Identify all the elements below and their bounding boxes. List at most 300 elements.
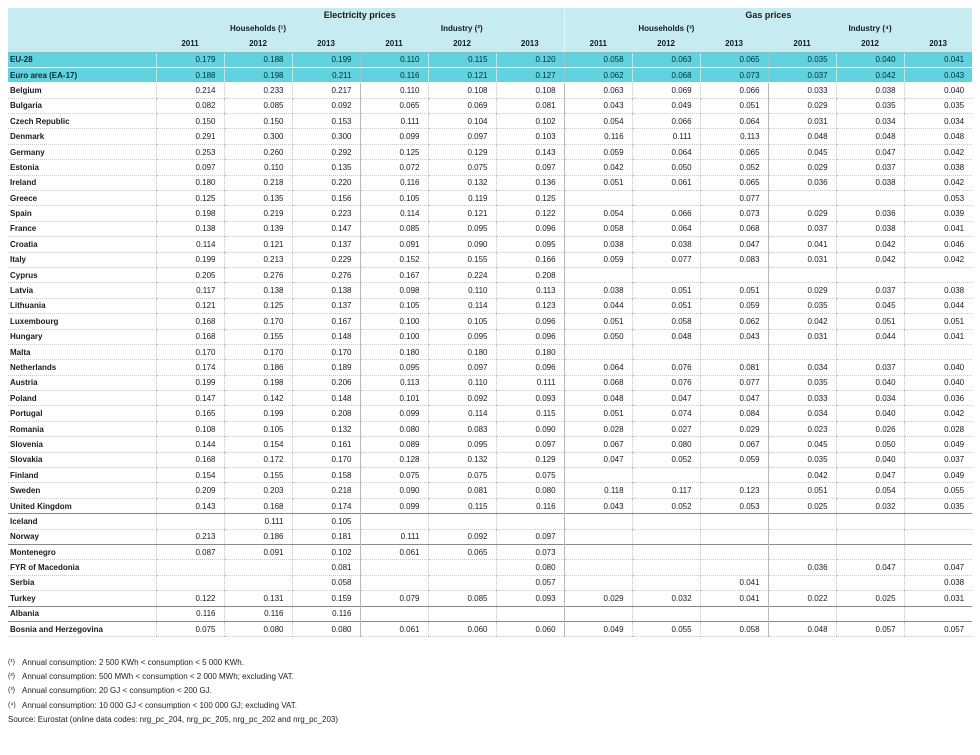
price-cell: 0.051 bbox=[700, 98, 768, 113]
price-cell: 0.156 bbox=[292, 191, 360, 206]
price-cell bbox=[632, 575, 700, 590]
price-cell: 0.080 bbox=[224, 621, 292, 636]
price-cell: 0.049 bbox=[904, 437, 972, 452]
price-cell bbox=[700, 514, 768, 529]
price-cell: 0.199 bbox=[156, 375, 224, 390]
price-cell bbox=[700, 545, 768, 560]
price-cell: 0.058 bbox=[292, 575, 360, 590]
price-cell: 0.114 bbox=[156, 237, 224, 252]
table-row bbox=[8, 437, 972, 452]
price-cell: 0.155 bbox=[224, 468, 292, 483]
price-cell: 0.181 bbox=[292, 529, 360, 544]
price-cell: 0.042 bbox=[904, 406, 972, 421]
price-cell: 0.108 bbox=[496, 83, 564, 98]
price-cell: 0.042 bbox=[904, 175, 972, 190]
table-row bbox=[8, 267, 972, 282]
price-cell bbox=[564, 514, 632, 529]
price-cell: 0.033 bbox=[768, 83, 836, 98]
price-cell: 0.168 bbox=[156, 314, 224, 329]
price-cell: 0.041 bbox=[904, 221, 972, 236]
price-cell: 0.064 bbox=[632, 221, 700, 236]
price-cell: 0.097 bbox=[156, 160, 224, 175]
price-cell: 0.040 bbox=[836, 52, 904, 67]
price-cell: 0.143 bbox=[496, 144, 564, 159]
price-cell bbox=[428, 606, 496, 621]
table-row bbox=[8, 529, 972, 544]
price-cell: 0.113 bbox=[700, 129, 768, 144]
price-cell: 0.061 bbox=[632, 175, 700, 190]
price-cell: 0.035 bbox=[904, 498, 972, 513]
gas-prices-heading: Gas prices bbox=[564, 8, 972, 22]
footnote-text: Annual consumption: 20 GJ < consumption < 200 GJ. bbox=[22, 686, 212, 696]
price-cell: 0.068 bbox=[700, 221, 768, 236]
price-cell: 0.052 bbox=[632, 452, 700, 467]
price-cell bbox=[564, 545, 632, 560]
price-cell: 0.031 bbox=[768, 252, 836, 267]
price-cell: 0.042 bbox=[904, 252, 972, 267]
year-header: 2013 bbox=[496, 36, 564, 52]
price-cell: 0.125 bbox=[156, 191, 224, 206]
country-name: Albania bbox=[8, 606, 156, 621]
price-cell: 0.037 bbox=[836, 360, 904, 375]
price-cell: 0.148 bbox=[292, 329, 360, 344]
price-cell: 0.137 bbox=[292, 298, 360, 313]
price-cell bbox=[564, 529, 632, 544]
price-cell: 0.119 bbox=[428, 191, 496, 206]
price-cell: 0.099 bbox=[360, 498, 428, 513]
year-header: 2012 bbox=[836, 36, 904, 52]
price-cell: 0.079 bbox=[360, 591, 428, 606]
price-cell: 0.154 bbox=[156, 468, 224, 483]
price-cell: 0.034 bbox=[836, 114, 904, 129]
price-cell: 0.132 bbox=[428, 452, 496, 467]
price-cell bbox=[768, 191, 836, 206]
price-cell: 0.189 bbox=[292, 360, 360, 375]
price-cell: 0.224 bbox=[428, 267, 496, 282]
footnote-mark: (³) bbox=[8, 687, 15, 695]
price-cell: 0.066 bbox=[700, 83, 768, 98]
country-name: Portugal bbox=[8, 406, 156, 421]
price-cell: 0.150 bbox=[224, 114, 292, 129]
price-cell: 0.067 bbox=[700, 437, 768, 452]
price-cell: 0.170 bbox=[292, 344, 360, 359]
price-cell bbox=[768, 267, 836, 282]
price-cell: 0.050 bbox=[632, 160, 700, 175]
price-cell: 0.180 bbox=[496, 344, 564, 359]
price-cell: 0.067 bbox=[564, 437, 632, 452]
price-cell: 0.300 bbox=[224, 129, 292, 144]
price-cell: 0.048 bbox=[768, 621, 836, 636]
price-cell bbox=[836, 514, 904, 529]
price-cell: 0.095 bbox=[428, 221, 496, 236]
price-cell: 0.125 bbox=[496, 191, 564, 206]
price-cell: 0.116 bbox=[564, 129, 632, 144]
price-cell: 0.065 bbox=[700, 52, 768, 67]
price-cell: 0.170 bbox=[156, 344, 224, 359]
price-cell: 0.219 bbox=[224, 206, 292, 221]
price-table-panel bbox=[8, 8, 972, 637]
price-cell: 0.111 bbox=[360, 529, 428, 544]
price-cell: 0.053 bbox=[700, 498, 768, 513]
aggregate-row bbox=[8, 67, 972, 82]
price-cell: 0.041 bbox=[768, 237, 836, 252]
price-cell: 0.081 bbox=[428, 483, 496, 498]
country-name: Estonia bbox=[8, 160, 156, 175]
country-name: Latvia bbox=[8, 283, 156, 298]
price-cell bbox=[428, 514, 496, 529]
price-cell: 0.038 bbox=[904, 283, 972, 298]
price-cell: 0.091 bbox=[224, 545, 292, 560]
country-name: Belgium bbox=[8, 83, 156, 98]
price-cell: 0.110 bbox=[360, 52, 428, 67]
price-cell: 0.077 bbox=[700, 375, 768, 390]
country-name: Norway bbox=[8, 529, 156, 544]
price-cell: 0.074 bbox=[632, 406, 700, 421]
price-cell: 0.037 bbox=[836, 160, 904, 175]
table-body bbox=[8, 52, 972, 637]
price-cell: 0.029 bbox=[700, 421, 768, 436]
source-line: Source: Eurostat (online data codes: nrg_pc_204, nrg_pc_205, nrg_pc_202 and nrg_pc_203) bbox=[8, 714, 339, 724]
table-row bbox=[8, 606, 972, 621]
table-row bbox=[8, 83, 972, 98]
price-cell bbox=[632, 344, 700, 359]
price-cell: 0.036 bbox=[836, 206, 904, 221]
price-cell: 0.023 bbox=[768, 421, 836, 436]
price-cell: 0.121 bbox=[224, 237, 292, 252]
country-name: Cyprus bbox=[8, 267, 156, 282]
price-cell: 0.031 bbox=[768, 329, 836, 344]
price-cell: 0.054 bbox=[564, 206, 632, 221]
price-cell: 0.025 bbox=[836, 591, 904, 606]
price-cell: 0.043 bbox=[700, 329, 768, 344]
price-cell: 0.114 bbox=[428, 406, 496, 421]
price-cell: 0.085 bbox=[360, 221, 428, 236]
country-name: Italy bbox=[8, 252, 156, 267]
price-cell bbox=[836, 344, 904, 359]
price-cell bbox=[632, 529, 700, 544]
price-cell: 0.179 bbox=[156, 52, 224, 67]
price-cell: 0.035 bbox=[904, 98, 972, 113]
price-cell: 0.044 bbox=[564, 298, 632, 313]
price-cell: 0.037 bbox=[904, 452, 972, 467]
price-cell: 0.038 bbox=[904, 160, 972, 175]
price-cell: 0.038 bbox=[836, 221, 904, 236]
price-cell: 0.260 bbox=[224, 144, 292, 159]
table-row bbox=[8, 575, 972, 590]
price-cell bbox=[700, 468, 768, 483]
price-cell: 0.062 bbox=[700, 314, 768, 329]
table-row bbox=[8, 514, 972, 529]
price-cell: 0.129 bbox=[428, 144, 496, 159]
price-cell: 0.092 bbox=[428, 391, 496, 406]
price-cell: 0.154 bbox=[224, 437, 292, 452]
price-cell: 0.058 bbox=[632, 314, 700, 329]
price-cell: 0.040 bbox=[836, 406, 904, 421]
table-row bbox=[8, 298, 972, 313]
price-cell: 0.045 bbox=[836, 298, 904, 313]
price-cell bbox=[836, 267, 904, 282]
price-cell: 0.060 bbox=[496, 621, 564, 636]
price-cell: 0.093 bbox=[496, 391, 564, 406]
price-cell: 0.153 bbox=[292, 114, 360, 129]
price-cell: 0.132 bbox=[428, 175, 496, 190]
price-cell: 0.047 bbox=[700, 237, 768, 252]
price-cell: 0.105 bbox=[428, 314, 496, 329]
price-cell: 0.129 bbox=[496, 452, 564, 467]
price-cell: 0.034 bbox=[768, 406, 836, 421]
price-cell: 0.062 bbox=[564, 67, 632, 82]
table-row bbox=[8, 344, 972, 359]
price-cell: 0.069 bbox=[428, 98, 496, 113]
price-cell: 0.038 bbox=[904, 575, 972, 590]
price-cell: 0.097 bbox=[428, 129, 496, 144]
price-cell: 0.292 bbox=[292, 144, 360, 159]
price-cell: 0.052 bbox=[700, 160, 768, 175]
price-cell bbox=[224, 575, 292, 590]
price-cell: 0.042 bbox=[768, 468, 836, 483]
price-cell: 0.113 bbox=[496, 283, 564, 298]
price-cell bbox=[768, 529, 836, 544]
price-cell: 0.040 bbox=[904, 83, 972, 98]
footnote bbox=[8, 699, 968, 713]
year-header: 2012 bbox=[428, 36, 496, 52]
price-cell: 0.096 bbox=[496, 329, 564, 344]
price-cell: 0.105 bbox=[360, 191, 428, 206]
price-cell bbox=[360, 575, 428, 590]
price-cell: 0.065 bbox=[700, 175, 768, 190]
price-cell: 0.170 bbox=[292, 452, 360, 467]
price-cell: 0.080 bbox=[496, 483, 564, 498]
country-name: Netherlands bbox=[8, 360, 156, 375]
price-cell: 0.110 bbox=[428, 283, 496, 298]
price-cell bbox=[156, 560, 224, 575]
price-cell: 0.168 bbox=[156, 329, 224, 344]
price-cell: 0.037 bbox=[768, 221, 836, 236]
price-cell: 0.120 bbox=[496, 52, 564, 67]
footnotes bbox=[8, 656, 968, 727]
footnote-text: Annual consumption: 2 500 KWh < consumption < 5 000 KWh. bbox=[22, 658, 244, 667]
country-name: Ireland bbox=[8, 175, 156, 190]
price-cell: 0.097 bbox=[496, 437, 564, 452]
price-cell: 0.050 bbox=[836, 437, 904, 452]
price-cell: 0.136 bbox=[496, 175, 564, 190]
price-cell: 0.090 bbox=[496, 421, 564, 436]
price-cell: 0.029 bbox=[564, 591, 632, 606]
price-cell: 0.045 bbox=[768, 144, 836, 159]
price-cell bbox=[836, 545, 904, 560]
header-corner bbox=[8, 8, 156, 22]
price-cell: 0.055 bbox=[904, 483, 972, 498]
country-name: Spain bbox=[8, 206, 156, 221]
price-cell: 0.041 bbox=[700, 591, 768, 606]
price-cell bbox=[632, 560, 700, 575]
price-cell: 0.095 bbox=[428, 329, 496, 344]
electricity-prices-heading: Electricity prices bbox=[156, 8, 564, 22]
price-cell: 0.051 bbox=[632, 298, 700, 313]
price-cell bbox=[156, 575, 224, 590]
price-cell: 0.027 bbox=[632, 421, 700, 436]
price-cell: 0.061 bbox=[360, 621, 428, 636]
country-name: France bbox=[8, 221, 156, 236]
price-cell: 0.044 bbox=[904, 298, 972, 313]
country-name: Slovakia bbox=[8, 452, 156, 467]
footnote-text: Annual consumption: 500 MWh < consumption < 2 000 MWh; excluding VAT. bbox=[22, 672, 294, 682]
price-cell: 0.147 bbox=[156, 391, 224, 406]
price-cell: 0.091 bbox=[360, 237, 428, 252]
country-name: Lithuania bbox=[8, 298, 156, 313]
price-cell: 0.028 bbox=[564, 421, 632, 436]
price-cell: 0.172 bbox=[224, 452, 292, 467]
price-cell bbox=[564, 575, 632, 590]
price-cell: 0.155 bbox=[428, 252, 496, 267]
price-cell bbox=[360, 606, 428, 621]
price-cell: 0.061 bbox=[360, 545, 428, 560]
price-cell: 0.123 bbox=[496, 298, 564, 313]
price-cell bbox=[428, 575, 496, 590]
price-cell: 0.065 bbox=[428, 545, 496, 560]
price-cell: 0.022 bbox=[768, 591, 836, 606]
price-cell: 0.099 bbox=[360, 406, 428, 421]
price-cell: 0.203 bbox=[224, 483, 292, 498]
price-cell: 0.168 bbox=[156, 452, 224, 467]
price-cell: 0.043 bbox=[564, 498, 632, 513]
country-name: Bulgaria bbox=[8, 98, 156, 113]
price-cell: 0.048 bbox=[904, 129, 972, 144]
table-row bbox=[8, 545, 972, 560]
country-name: Germany bbox=[8, 144, 156, 159]
price-cell: 0.114 bbox=[428, 298, 496, 313]
price-cell: 0.047 bbox=[700, 391, 768, 406]
price-cell bbox=[768, 344, 836, 359]
price-cell bbox=[224, 560, 292, 575]
price-cell: 0.035 bbox=[768, 298, 836, 313]
footnote bbox=[8, 670, 968, 684]
price-cell bbox=[632, 191, 700, 206]
price-cell: 0.075 bbox=[428, 468, 496, 483]
price-cell: 0.059 bbox=[564, 252, 632, 267]
price-cell: 0.092 bbox=[428, 529, 496, 544]
price-cell: 0.084 bbox=[700, 406, 768, 421]
price-cell bbox=[360, 514, 428, 529]
price-cell bbox=[700, 560, 768, 575]
price-cell: 0.118 bbox=[564, 483, 632, 498]
price-cell: 0.026 bbox=[836, 421, 904, 436]
year-header: 2011 bbox=[360, 36, 428, 52]
price-cell bbox=[700, 344, 768, 359]
price-cell: 0.199 bbox=[224, 406, 292, 421]
price-cell: 0.180 bbox=[360, 344, 428, 359]
price-cell: 0.102 bbox=[292, 545, 360, 560]
price-cell bbox=[836, 606, 904, 621]
year-header: 2011 bbox=[564, 36, 632, 52]
price-cell: 0.135 bbox=[292, 160, 360, 175]
price-cell: 0.115 bbox=[496, 406, 564, 421]
price-cell: 0.043 bbox=[904, 67, 972, 82]
price-cell: 0.051 bbox=[564, 406, 632, 421]
gas-industry-heading: Industry (⁴) bbox=[768, 22, 972, 36]
price-cell: 0.096 bbox=[496, 314, 564, 329]
price-cell: 0.042 bbox=[564, 160, 632, 175]
electricity-industry-heading: Industry (²) bbox=[360, 22, 564, 36]
price-cell: 0.035 bbox=[836, 98, 904, 113]
price-cell bbox=[632, 606, 700, 621]
price-cell: 0.054 bbox=[564, 114, 632, 129]
price-cell: 0.104 bbox=[428, 114, 496, 129]
price-cell: 0.042 bbox=[836, 252, 904, 267]
price-cell bbox=[564, 267, 632, 282]
price-cell: 0.034 bbox=[904, 114, 972, 129]
price-cell: 0.198 bbox=[224, 375, 292, 390]
price-cell: 0.180 bbox=[156, 175, 224, 190]
price-cell: 0.180 bbox=[428, 344, 496, 359]
price-cell: 0.029 bbox=[768, 160, 836, 175]
price-cell: 0.111 bbox=[360, 114, 428, 129]
price-cell: 0.188 bbox=[156, 67, 224, 82]
price-cell bbox=[564, 606, 632, 621]
price-cell: 0.038 bbox=[836, 175, 904, 190]
price-cell: 0.096 bbox=[496, 360, 564, 375]
price-cell: 0.046 bbox=[904, 237, 972, 252]
price-cell: 0.138 bbox=[292, 283, 360, 298]
price-cell bbox=[904, 344, 972, 359]
table-row bbox=[8, 237, 972, 252]
price-cell: 0.028 bbox=[904, 421, 972, 436]
price-cell: 0.073 bbox=[700, 67, 768, 82]
price-cell: 0.218 bbox=[224, 175, 292, 190]
price-cell: 0.068 bbox=[632, 67, 700, 82]
year-header: 2011 bbox=[768, 36, 836, 52]
price-cell bbox=[768, 575, 836, 590]
price-cell: 0.036 bbox=[768, 175, 836, 190]
price-cell bbox=[632, 514, 700, 529]
price-cell: 0.089 bbox=[360, 437, 428, 452]
price-cell: 0.114 bbox=[360, 206, 428, 221]
price-cell: 0.077 bbox=[700, 191, 768, 206]
price-cell: 0.135 bbox=[224, 191, 292, 206]
price-cell: 0.051 bbox=[564, 314, 632, 329]
price-cell: 0.081 bbox=[496, 98, 564, 113]
price-cell: 0.038 bbox=[564, 283, 632, 298]
price-cell: 0.205 bbox=[156, 267, 224, 282]
price-cell: 0.198 bbox=[224, 67, 292, 82]
price-cell: 0.058 bbox=[700, 621, 768, 636]
country-name: Iceland bbox=[8, 514, 156, 529]
country-name: EU-28 bbox=[8, 52, 156, 67]
price-cell: 0.041 bbox=[904, 329, 972, 344]
table-row bbox=[8, 175, 972, 190]
country-name: Sweden bbox=[8, 483, 156, 498]
price-cell bbox=[836, 529, 904, 544]
price-cell: 0.116 bbox=[360, 67, 428, 82]
price-cell: 0.047 bbox=[836, 468, 904, 483]
table-row bbox=[8, 114, 972, 129]
year-header: 2011 bbox=[156, 36, 224, 52]
price-cell: 0.095 bbox=[428, 437, 496, 452]
price-cell: 0.111 bbox=[496, 375, 564, 390]
price-cell: 0.029 bbox=[768, 98, 836, 113]
price-cell: 0.039 bbox=[904, 206, 972, 221]
table-row bbox=[8, 560, 972, 575]
price-cell: 0.031 bbox=[768, 114, 836, 129]
price-cell: 0.036 bbox=[904, 391, 972, 406]
price-cell: 0.085 bbox=[224, 98, 292, 113]
price-cell: 0.220 bbox=[292, 175, 360, 190]
price-cell: 0.075 bbox=[496, 468, 564, 483]
price-cell: 0.142 bbox=[224, 391, 292, 406]
electricity-households-heading: Households (¹) bbox=[156, 22, 360, 36]
price-cell: 0.073 bbox=[496, 545, 564, 560]
price-cell: 0.060 bbox=[428, 621, 496, 636]
